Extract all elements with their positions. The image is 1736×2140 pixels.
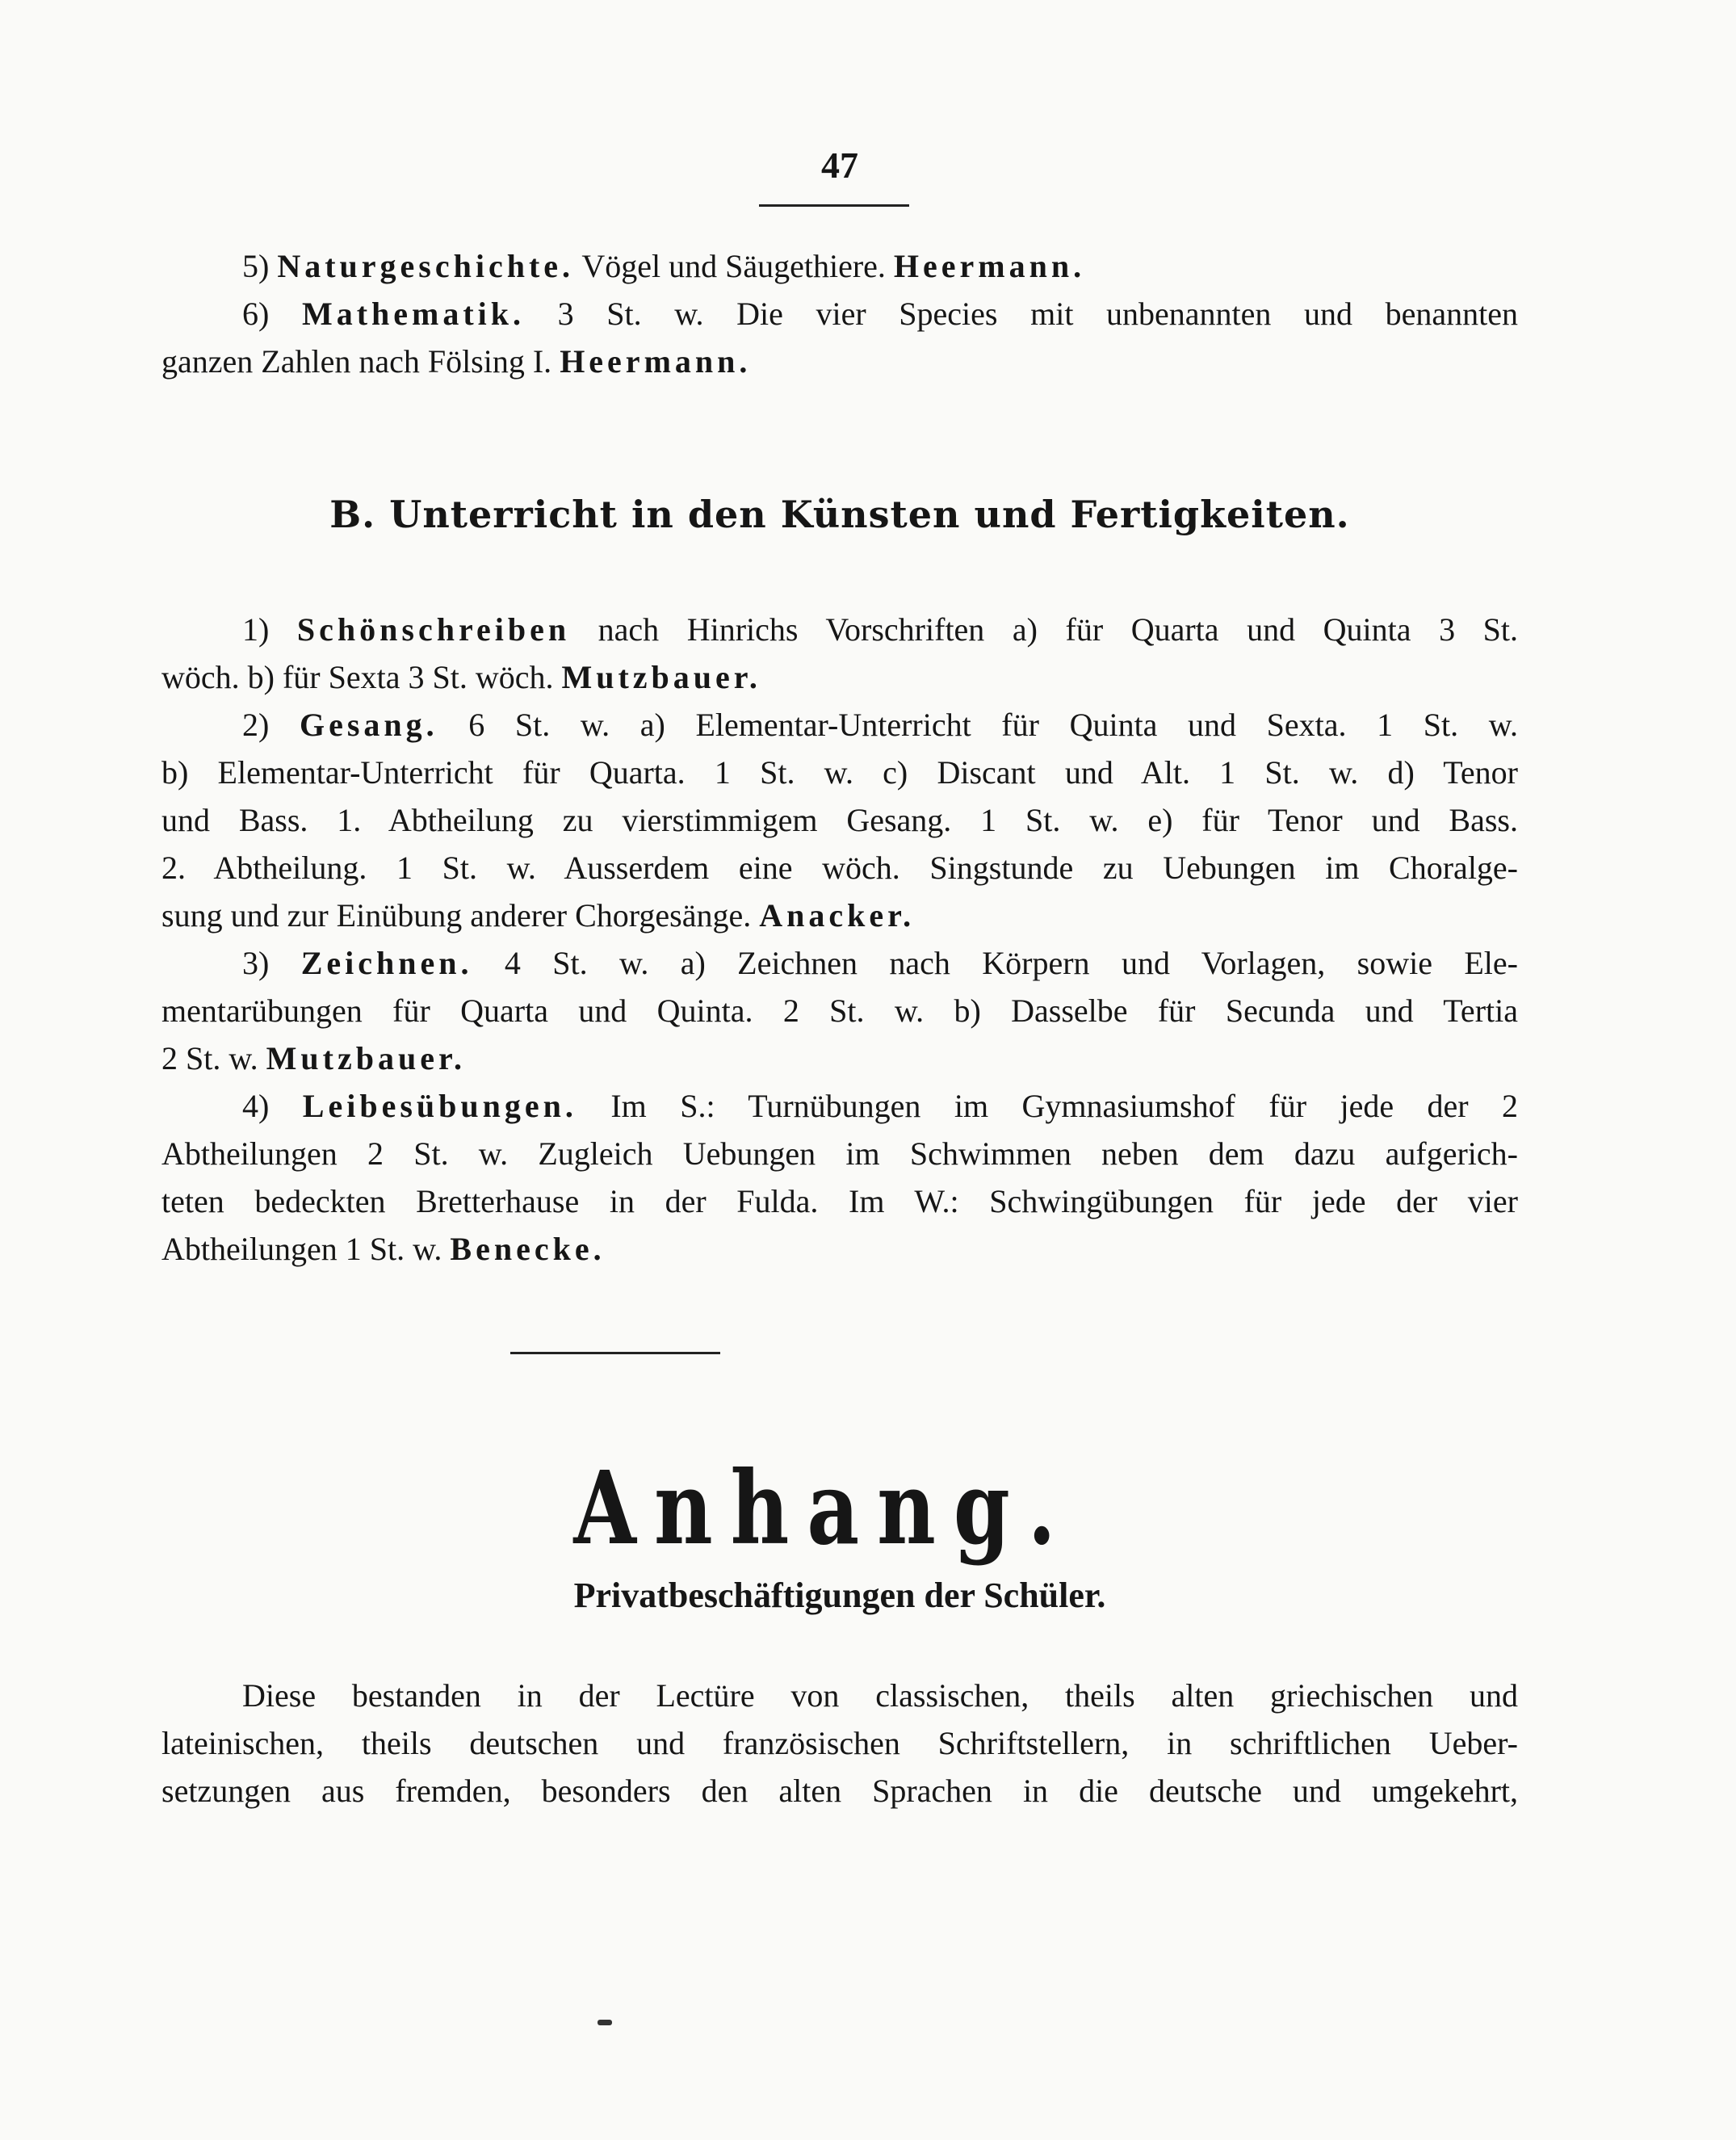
- item-5-number: 5): [242, 248, 270, 284]
- appendix-title: Anhang.: [573, 1448, 1074, 1567]
- b-item-1-text: nach Hinrichs Vorschriften a) für Quarta und Quinta 3 St.: [598, 611, 1518, 648]
- b-item-3-subject: Zeichnen.: [300, 945, 473, 981]
- b-item-2-subject: Gesang.: [299, 707, 438, 743]
- b-item-1-line-1: [161, 606, 1518, 653]
- b-item-2-text: 6 St. w. a) Elementar-Unterricht für Quinta und Sexta. 1 St. w.: [468, 707, 1518, 743]
- b-item-4-line-1: [161, 1082, 1518, 1130]
- appendix-line-2: lateinischen, theils deutschen und französischen Schriftstellern, in schriftlichen Ueber-: [161, 1725, 1518, 1761]
- b-item-4-number: 4): [242, 1088, 270, 1124]
- section-b-body: [161, 606, 1518, 1273]
- section-b-heading: B. Unterricht in den Künsten und Fertigkeiten.: [329, 493, 1350, 536]
- item-6-line-2: [161, 338, 1518, 385]
- b-item-4-line-4: [161, 1225, 1518, 1273]
- b-item-3-line-2: mentarübungen für Quarta und Quinta. 2 St. w. b) Dasselbe für Secunda und Tertia: [161, 992, 1518, 1029]
- b-item-2-line-5-text: sung und zur Einübung anderer Chorgesänge.: [161, 897, 752, 934]
- b-item-2-line-4: 2. Abtheilung. 1 St. w. Ausserdem eine wöch. Singstunde zu Uebungen im Choralge-: [161, 850, 1518, 886]
- b-item-2-line-2: b) Elementar-Unterricht für Quarta. 1 St. w. c) Discant und Alt. 1 St. w. d) Tenor: [161, 754, 1518, 791]
- appendix-line-1: Diese bestanden in der Lectüre von classischen, theils alten griechischen und: [242, 1677, 1518, 1714]
- item-6-line-2-text: ganzen Zahlen nach Fölsing I.: [161, 343, 552, 380]
- appendix-body: [161, 1672, 1518, 1815]
- b-item-3-number: 3): [242, 945, 270, 981]
- item-6-number: 6): [242, 296, 270, 332]
- b-item-4-text: Im S.: Turnübungen im Gymnasiumshof für jede der 2: [610, 1088, 1518, 1124]
- b-item-1-line-2: [161, 653, 1518, 701]
- b-item-2-line-3: und Bass. 1. Abtheilung zu vierstimmigem Gesang. 1 St. w. e) für Tenor und Bass.: [161, 802, 1518, 838]
- b-item-1-teacher: Mutzbauer.: [561, 659, 761, 695]
- b-item-3-line-3: [161, 1034, 1518, 1082]
- b-item-1-number: 1): [242, 611, 270, 648]
- b-item-2-teacher: Anacker.: [759, 897, 916, 934]
- b-item-1-subject: Schönschreiben: [296, 611, 571, 648]
- item-6-text: 3 St. w. Die vier Species mit unbenannten und benannten: [557, 296, 1518, 332]
- item-5-teacher: Heermann.: [893, 248, 1086, 284]
- appendix-subtitle: Privatbeschäftigungen der Schüler.: [573, 1576, 1106, 1615]
- b-item-3-teacher: Mutzbauer.: [266, 1040, 467, 1076]
- print-speck: [598, 2020, 612, 2025]
- section-a-tail: [161, 242, 1518, 385]
- b-item-1-line-2-text: wöch. b) für Sexta 3 St. wöch.: [161, 659, 554, 695]
- section-divider-rule: [510, 1352, 720, 1354]
- b-item-3-line-3-text: 2 St. w.: [161, 1040, 258, 1076]
- appendix-line-3: setzungen aus fremden, besonders den alten Sprachen in die deutsche und umgekehrt,: [161, 1773, 1518, 1809]
- page-number: 47: [821, 145, 858, 186]
- b-item-4-line-3: teten bedeckten Bretterhause in der Fulda. Im W.: Schwingübungen für jede der vier: [161, 1183, 1518, 1219]
- b-item-3-text: 4 St. w. a) Zeichnen nach Körpern und Vorlagen, sowie Ele-: [504, 945, 1518, 981]
- b-item-2-number: 2): [242, 707, 270, 743]
- item-6-line-1: [161, 290, 1518, 338]
- b-item-2-line-1: [161, 701, 1518, 749]
- item-6-subject: Mathematik.: [301, 296, 526, 332]
- item-5-subject: Naturgeschichte.: [277, 248, 575, 284]
- header-rule: [759, 204, 909, 207]
- b-item-3-line-1: [161, 939, 1518, 987]
- item-5-line: [161, 242, 1518, 290]
- b-item-4-line-4-text: Abtheilungen 1 St. w.: [161, 1231, 442, 1267]
- item-6-teacher: Heermann.: [560, 343, 752, 380]
- b-item-4-subject: Leibesübungen.: [302, 1088, 577, 1124]
- item-5-text: Vögel und Säugethiere.: [581, 248, 886, 284]
- b-item-4-line-2: Abtheilungen 2 St. w. Zugleich Uebungen im Schwimmen neben dem dazu aufgerich-: [161, 1135, 1518, 1172]
- b-item-2-line-5: [161, 892, 1518, 939]
- b-item-4-teacher: Benecke.: [450, 1231, 606, 1267]
